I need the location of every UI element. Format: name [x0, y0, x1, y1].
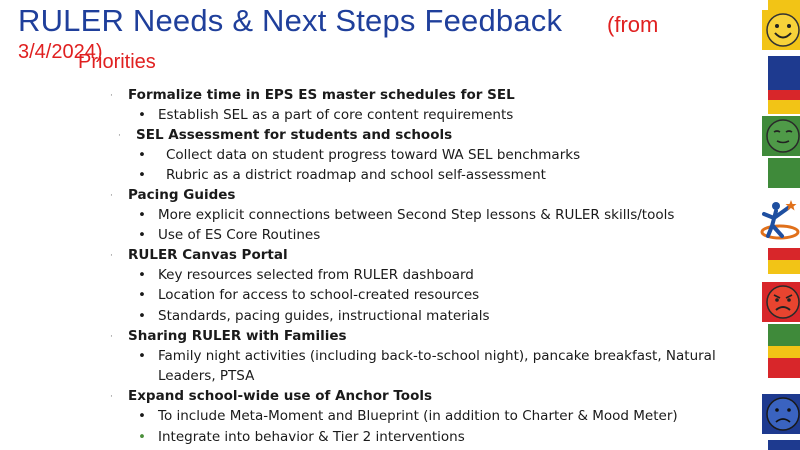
list-item [138, 347, 716, 365]
color-band [768, 324, 800, 346]
list-item [138, 146, 581, 164]
sad-face-icon [764, 395, 800, 433]
list-heading-text: Sharing RULER with Families [128, 328, 347, 344]
list-item [138, 307, 490, 325]
bullet-icon: • [138, 429, 146, 445]
color-band [768, 346, 800, 358]
list-heading-text: SEL Assessment for students and schools [136, 127, 453, 143]
list-item [138, 286, 480, 304]
list-item [138, 166, 546, 184]
list-item-text: More explicit connections between Second Step lessons & RULER skills/tools [158, 207, 675, 223]
mood-meter-strip [758, 0, 800, 450]
title-from-label: (from [607, 12, 659, 37]
list-heading [110, 327, 347, 345]
bullet-icon: · [118, 131, 121, 141]
list-item-text: Establish SEL as a part of core content requirements [158, 107, 514, 123]
title-date-label: 3/4/2024) [18, 41, 103, 63]
bullet-icon: • [138, 167, 146, 183]
bullet-icon: · [110, 91, 113, 101]
color-band [768, 90, 800, 100]
bullet-icon: • [138, 308, 146, 324]
color-band [768, 440, 800, 450]
bullet-icon: · [110, 191, 113, 201]
subtitle-priorities: Priorities [78, 51, 156, 73]
color-band [768, 56, 800, 90]
list-item-text: Key resources selected from RULER dashboard [158, 267, 474, 283]
list-item [138, 106, 514, 124]
list-item [138, 206, 675, 224]
bullet-icon: • [138, 107, 146, 123]
angry-face-icon [764, 283, 800, 321]
list-item-text: Integrate into behavior & Tier 2 interventions [158, 429, 465, 445]
bullet-icon: • [138, 348, 146, 364]
list-item [138, 407, 678, 425]
bullet-icon: • [138, 207, 146, 223]
bullet-icon: • [138, 227, 146, 243]
color-band [768, 158, 800, 188]
list-heading [110, 86, 515, 104]
color-band [768, 248, 800, 260]
list-item [138, 428, 465, 446]
color-band [768, 260, 800, 274]
color-band [768, 358, 800, 378]
list-item-text: To include Meta-Moment and Blueprint (in addition to Charter & Mood Meter) [158, 408, 678, 424]
slide-title: RULER Needs & Next Steps Feedback [18, 3, 563, 38]
list-item-text: Leaders, PTSA [158, 368, 255, 384]
bullet-icon: • [138, 408, 146, 424]
list-item-text: Rubric as a district roadmap and school self-assessment [166, 167, 546, 183]
list-heading-text: Formalize time in EPS ES master schedules for SEL [128, 87, 515, 103]
list-heading-text: Expand school-wide use of Anchor Tools [128, 388, 433, 404]
happy-face-icon [764, 11, 800, 49]
list-item [138, 266, 474, 284]
bullet-icon: • [138, 147, 146, 163]
list-heading [110, 186, 236, 204]
list-item-continuation [158, 367, 254, 385]
color-band [768, 100, 800, 114]
list-item [138, 226, 321, 244]
bullet-icon: • [138, 287, 146, 303]
list-item-text: Use of ES Core Routines [158, 227, 321, 243]
list-heading [110, 387, 433, 405]
calm-face-icon [764, 117, 800, 155]
list-heading [110, 246, 288, 264]
list-heading-text: Pacing Guides [128, 187, 236, 203]
bullet-icon: · [110, 392, 113, 402]
list-heading-text: RULER Canvas Portal [128, 247, 288, 263]
district-logo-icon [758, 196, 800, 246]
list-item-text: Location for access to school-created resources [158, 287, 480, 303]
bullet-icon: · [110, 251, 113, 261]
list-item-text: Family night activities (including back-to-school night), pancake breakfast, Natural [158, 348, 716, 364]
list-item-text: Collect data on student progress toward WA SEL benchmarks [166, 147, 581, 163]
list-item-text: Standards, pacing guides, instructional materials [158, 308, 490, 324]
bullet-icon: • [138, 267, 146, 283]
list-heading [118, 126, 453, 144]
bullet-icon: · [110, 332, 113, 342]
